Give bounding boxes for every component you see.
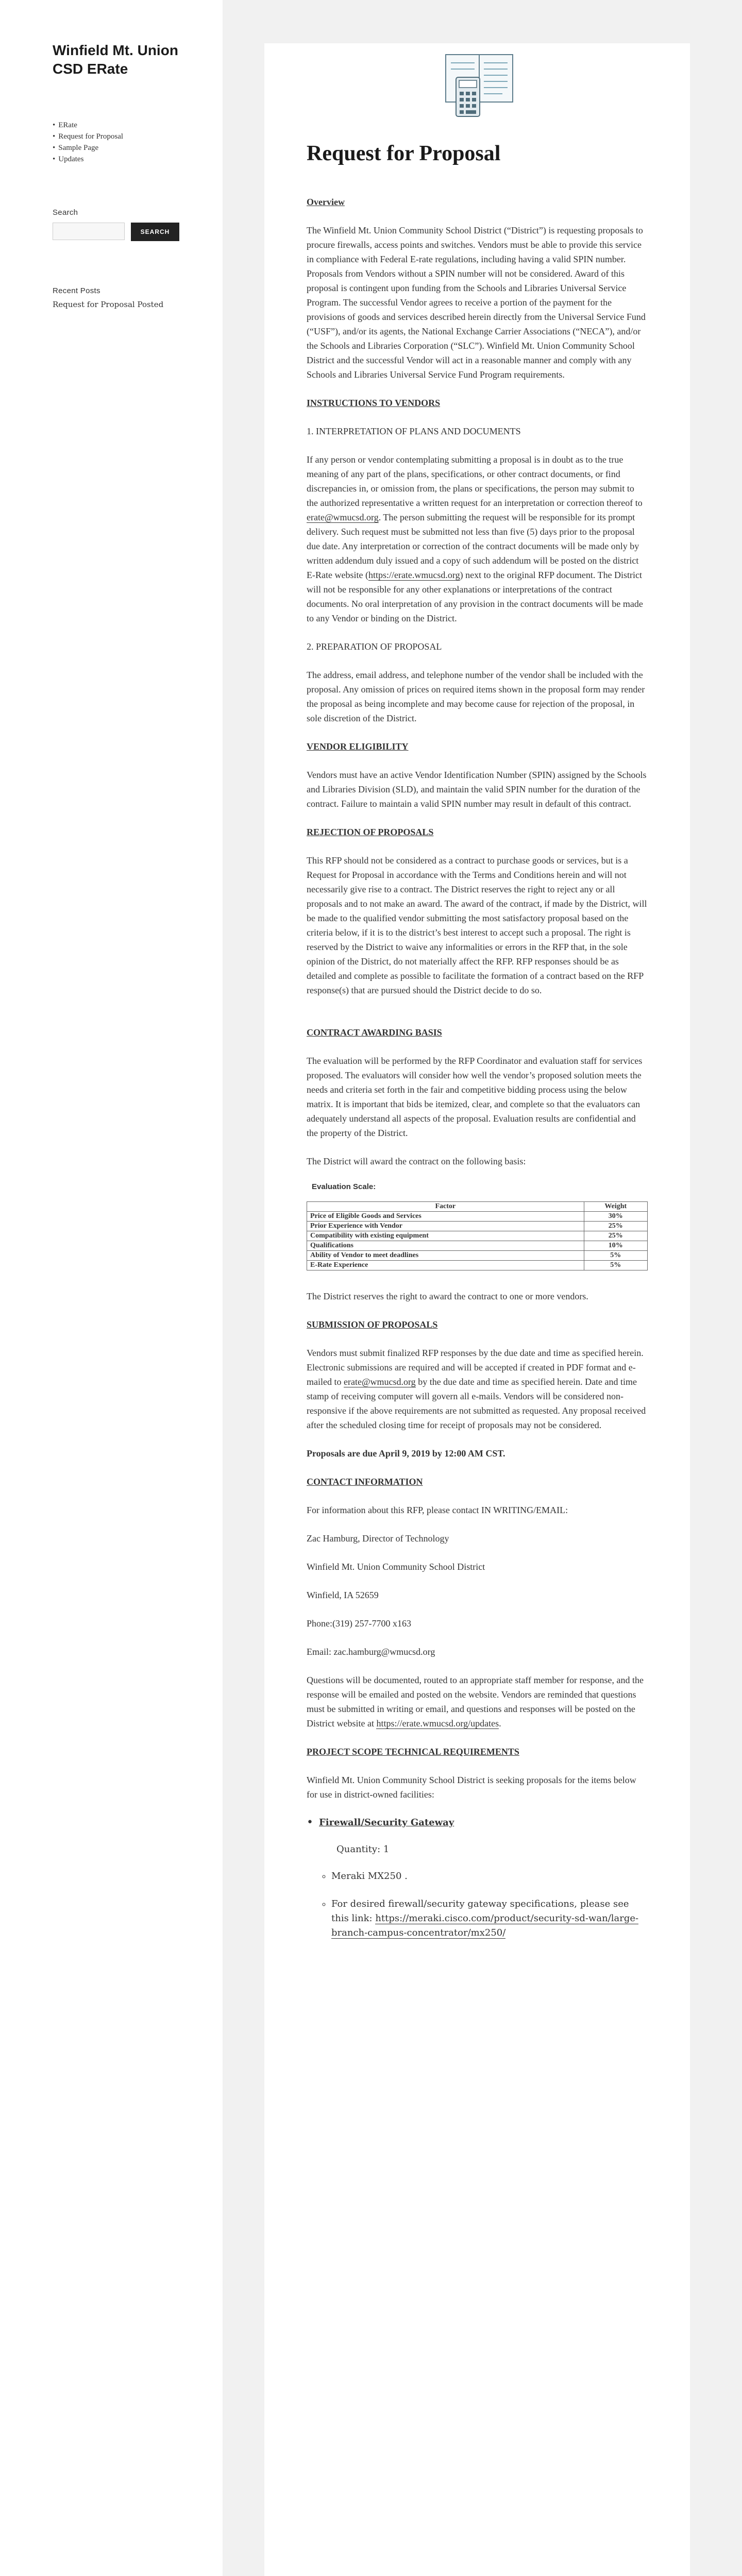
main-navigation	[53, 120, 123, 165]
search-widget-title: Search	[53, 208, 78, 217]
questions-text: Questions will be documented, routed to an appropriate staff member for response, and the response will be emailed and posted on the website. Vendors are reminded that questions must be submitted in writing or email, and questions and responses will be posted on the District website at https://erate.wmucsd.org/updates.	[307, 1675, 644, 1728]
factor-cell: Ability of Vendor to meet deadlines	[307, 1251, 584, 1261]
search-button[interactable]: SEARCH	[131, 223, 179, 241]
table-header-row	[307, 1202, 648, 1212]
preparation-text: The address, email address, and telephone number of the vendor shall be included with the proposal. Any omission of prices on required items shown in the proposal form may render the proposal as being incomplete and may become cause for rejection of the proposal, in sole discretion of the District.	[307, 670, 645, 723]
weight-cell: 30%	[584, 1212, 647, 1222]
overview-heading: Overview	[307, 197, 345, 207]
gateway-spec-link[interactable]: https://meraki.cisco.com/product/security-sd-wan/large-branch-campus-concentrator/mx250/	[331, 1913, 639, 1938]
scope-list	[307, 1816, 648, 1940]
factor-cell: Price of Eligible Goods and Services	[307, 1212, 584, 1222]
factor-cell: Compatibility with existing equipment	[307, 1231, 584, 1241]
sidebar	[0, 0, 223, 2576]
nav-item-updates[interactable]: • Updates	[53, 154, 123, 165]
rejection-text: This RFP should not be considered as a contract to purchase goods or services, but is a Request for Proposal in accordance with the Terms and Conditions herein and will not necessarily give rise to a contract. The District reserves the right to reject any or all proposals and to not make an award. The award of the contract, if made by the District, will be made to the qualified vendor submitting the most satisfactory proposal based on the criteria below, if it is to the district’s best interest to accept such a proposal. The right is reserved by the District to waive any informalities or errors in the RFP that, in the sole opinion of the District, do not materially affect the RFP. RFP responses should be as detailed and complete as possible to facilitate the formation of a contract based on the RFP response(s) that are pursued should the District decide to do so.	[307, 855, 647, 995]
table-row	[307, 1231, 648, 1241]
weight-cell: 10%	[584, 1241, 647, 1251]
submission-heading: SUBMISSION OF PROPOSALS	[307, 1319, 438, 1330]
contact-heading: CONTACT INFORMATION	[307, 1477, 423, 1487]
rejection-heading: REJECTION OF PROPOSALS	[307, 827, 434, 837]
table-row	[307, 1222, 648, 1231]
evaluation-table	[307, 1201, 648, 1270]
weight-cell: 25%	[584, 1222, 647, 1231]
recent-posts-title: Recent Posts	[53, 286, 100, 295]
instructions-heading: INSTRUCTIONS TO VENDORS	[307, 398, 441, 408]
site-title[interactable]: Winfield Mt. Union CSD ERate	[53, 42, 178, 77]
search-input[interactable]	[53, 223, 125, 240]
factor-cell: E-Rate Experience	[307, 1261, 584, 1270]
due-date-line: Proposals are due April 9, 2019 by 12:00 AM CST.	[307, 1448, 505, 1459]
list-item	[307, 1816, 648, 1940]
factor-header: Factor	[307, 1202, 584, 1212]
contact-city: Winfield, IA 52659	[307, 1590, 379, 1600]
calculator-document-icon	[441, 50, 518, 123]
erate-website-link[interactable]: https://erate.wmucsd.org	[368, 570, 460, 580]
nav-item-sample-page[interactable]: • Sample Page	[53, 142, 123, 154]
contact-org: Winfield Mt. Union Community School District	[307, 1562, 485, 1572]
nav-item-erate[interactable]: • ERate	[53, 120, 123, 131]
award-reserve-text: The District reserves the right to award the contract to one or more vendors.	[307, 1291, 588, 1301]
factor-cell: Prior Experience with Vendor	[307, 1222, 584, 1231]
eligibility-heading: VENDOR ELIGIBILITY	[307, 741, 409, 752]
preparation-heading: 2. PREPARATION OF PROPOSAL	[307, 641, 442, 652]
contact-name: Zac Hamburg, Director of Technology	[307, 1533, 449, 1544]
eligibility-text: Vendors must have an active Vendor Identification Number (SPIN) assigned by the Schools and Libraries Division (SLD), and maintain the valid SPIN number for the duration of the contract. Failure to maintain a valid SPIN number may result in default of this contract.	[307, 770, 647, 809]
overview-text: The Winfield Mt. Union Community School District (“District”) is requesting proposals to procure firewalls, access points and switches. Vendors must be able to provide this service in compliance with Federal E-rate regulations, including having a valid SPIN number. Proposals from Vendors without a SPIN number will not be considered. Award of this proposal is contingent upon funding from the Schools and Libraries Universal Service Program. The successful Vendor agrees to receive a portion of the payment for the provisions of goods and services described herein directly from the Universal Service Fund (“USF”), and/or its agents, the National Exchange Carrier Associations (“NECA”), and/or the Schools and Libraries Corporation (“SLC”). Winfield Mt. Union Community School District and the successful Vendor will act in a reasonable manner and comply with any Schools and Libraries Universal Service Fund Program requirements.	[307, 225, 646, 380]
scope-heading: PROJECT SCOPE TECHNICAL REQUIREMENTS	[307, 1747, 519, 1757]
scope-intro: Winfield Mt. Union Community School District is seeking proposals for the items below for use in district-owned facilities:	[307, 1775, 636, 1800]
awarding-heading: CONTRACT AWARDING BASIS	[307, 1027, 442, 1038]
contact-phone: Phone:(319) 257-7700 x163	[307, 1618, 411, 1629]
awarding-basis: The District will award the contract on the following basis:	[307, 1156, 526, 1166]
weight-cell: 25%	[584, 1231, 647, 1241]
meraki-mx250-image	[322, 2568, 631, 2576]
table-row	[307, 1212, 648, 1222]
interpretation-text: If any person or vendor contemplating submitting a proposal is in doubt as to the true meaning of any part of the plans, specifications, or other contract documents, or find discrepancies in, or omission from, the plans or specifications, the person may submit to the authorized representative a written request for an interpretation or correction thereof to erate@wmucsd.org. The person submitting the request will be responsible for its prompt delivery. Such request must be submitted not less than five (5) days prior to the proposal due date. Any interpretation or correction of the contract documents will be made only by written addendum duly issued and a copy of such addendum will be posted on the district E-Rate website (https://erate.wmucsd.org) next to the original RFP document. The District will not be responsible for any other explanations or interpretations of the contract documents. No oral interpretation of any provision in the contract documents will be made to any Vendor or binding on the District.	[307, 454, 643, 623]
factor-cell: Qualifications	[307, 1241, 584, 1251]
contact-intro: For information about this RFP, please contact IN WRITING/EMAIL:	[307, 1505, 568, 1515]
main-content	[264, 43, 690, 2576]
recent-post-link[interactable]: Request for Proposal Posted	[53, 300, 164, 309]
interpretation-heading: 1. INTERPRETATION OF PLANS AND DOCUMENTS	[307, 426, 521, 436]
gateway-heading: Firewall/Security Gateway	[319, 1817, 454, 1828]
table-row	[307, 1251, 648, 1261]
updates-link[interactable]: https://erate.wmucsd.org/updates	[376, 1718, 499, 1728]
submission-email-link[interactable]: erate@wmucsd.org	[343, 1377, 416, 1387]
erate-email-link[interactable]: erate@wmucsd.org	[307, 512, 379, 522]
gateway-item: ◦ Meraki MX250 .	[331, 1869, 648, 1884]
article-body	[307, 195, 648, 1956]
gateway-quantity: Quantity: 1	[336, 1844, 390, 1855]
table-row	[307, 1241, 648, 1251]
awarding-text: The evaluation will be performed by the RFP Coordinator and evaluation staff for services proposed. The evaluators will consider how well the vendor’s proposed solution meets the needs and criteria set forth in the fair and competitive bidding process using the below matrix. It is important that bids be itemized, clear, and complete so that the evaluators can adequately understand all aspects of the proposal. Evaluation results are confidential and the property of the District.	[307, 1056, 643, 1138]
evaluation-scale-label: Evaluation Scale:	[312, 1182, 376, 1191]
gateway-spec: ◦ For desired firewall/security gateway specifications, please see this link: https://meraki.cisco.com/product/security-sd-wan/large-branch-campus-concentrator/mx250/	[331, 1897, 648, 1940]
weight-cell: 5%	[584, 1251, 647, 1261]
weight-header: Weight	[584, 1202, 647, 1212]
page-title: Request for Proposal	[307, 142, 501, 165]
table-row	[307, 1261, 648, 1270]
contact-email: Email: zac.hamburg@wmucsd.org	[307, 1647, 435, 1657]
nav-item-request-for-proposal[interactable]: • Request for Proposal	[53, 131, 123, 142]
submission-text: Vendors must submit finalized RFP responses by the due date and time as specified herein. Electronic submissions are required and will be accepted if created in PDF format and e-mailed to erate@wmucsd.org by the due date and time as specified herein. Date and time stamp of receiving computer will govern all e-mails. Vendors will be considered non-responsive if the above requirements are not submitted as requested. Any proposal received after the scheduled closing time for receipt of proposals may not be considered.	[307, 1348, 646, 1430]
weight-cell: 5%	[584, 1261, 647, 1270]
